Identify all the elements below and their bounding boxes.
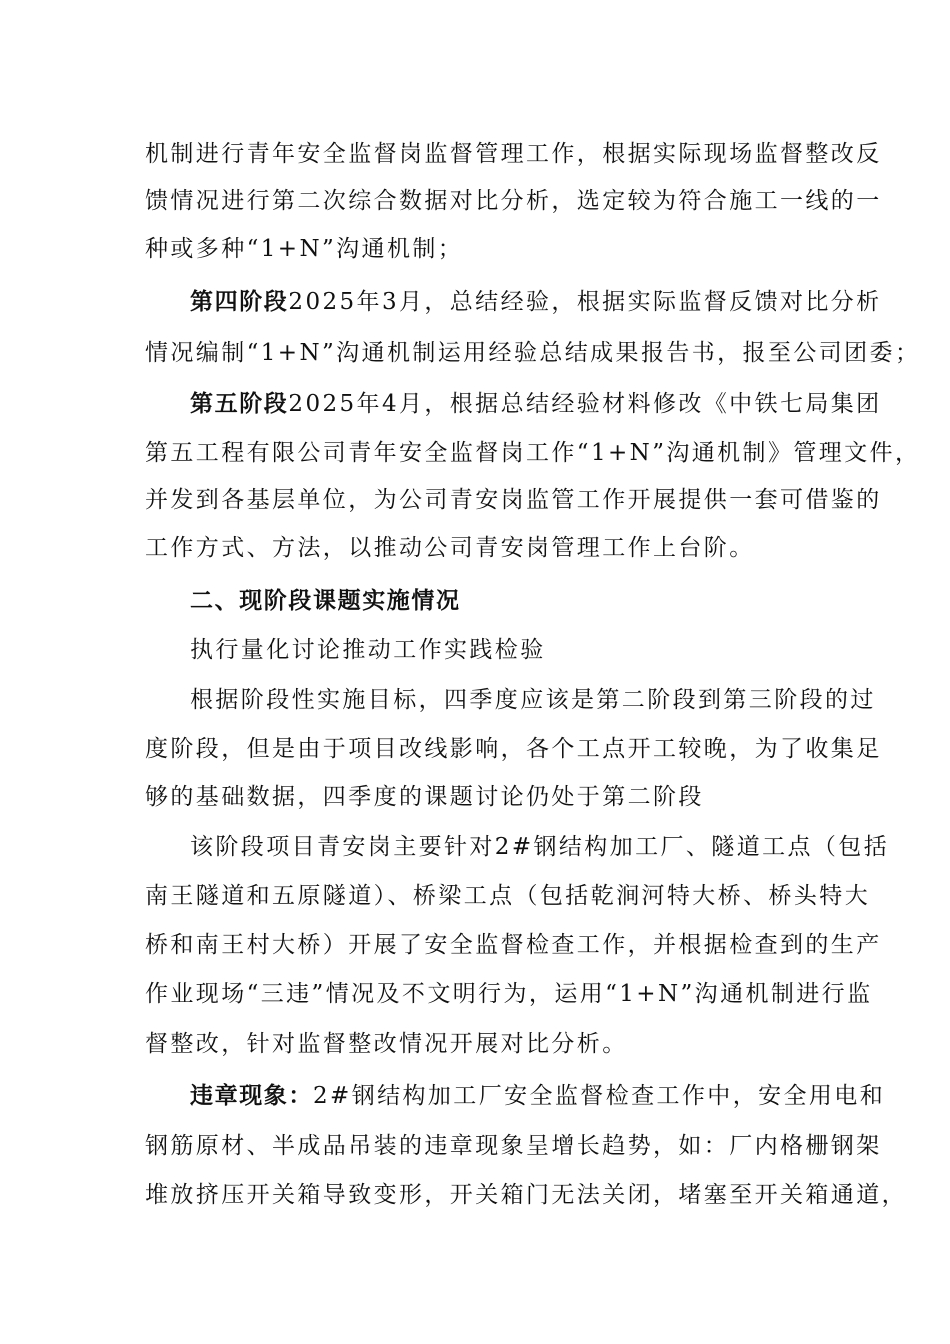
violation-text: 2#钢结构加工厂安全监督检查工作中，安全用电和 bbox=[313, 1083, 886, 1109]
stage-five-paragraph bbox=[190, 389, 882, 419]
violation-label: 违章现象： bbox=[190, 1083, 313, 1109]
paragraph-line: 钢筋原材、半成品吊装的违章现象呈增长趋势，如：厂内格栅钢架 bbox=[145, 1133, 882, 1159]
paragraph-line: 工作方式、方法，以推动公司青安岗管理工作上台阶。 bbox=[145, 535, 755, 561]
stage-five-text: 2025年4月，根据总结经验材料修改《中铁七局集团 bbox=[288, 391, 882, 417]
violation-paragraph bbox=[190, 1081, 885, 1111]
stage-four-text: 2025年3月，总结经验，根据实际监督反馈对比分析 bbox=[288, 289, 882, 315]
paragraph-line: 第五工程有限公司青年安全监督岗工作“1+N”沟通机制》管理文件， bbox=[145, 440, 921, 466]
paragraph-line: 南王隧道和五原隧道）、桥梁工点（包括乾涧河特大桥、桥头特大 bbox=[145, 883, 871, 909]
paragraph-line: 度阶段，但是由于项目改线影响，各个工点开工较晚，为了收集足 bbox=[145, 736, 882, 762]
paragraph-line: 够的基础数据，四季度的课题讨论仍处于第二阶段 bbox=[145, 784, 704, 810]
stage-five-label: 第五阶段 bbox=[190, 391, 289, 417]
paragraph-line: 种或多种“1+N”沟通机制； bbox=[145, 236, 464, 262]
paragraph-line: 机制进行青年安全监督岗监督管理工作，根据实际现场监督整改反 bbox=[145, 141, 882, 167]
stage-four-label: 第四阶段 bbox=[190, 289, 289, 315]
stage-four-paragraph bbox=[190, 287, 882, 317]
paragraph-line: 根据阶段性实施目标，四季度应该是第二阶段到第三阶段的过 bbox=[190, 687, 876, 713]
paragraph-line: 作业现场“三违”情况及不文明行为，运用“1+N”沟通机制进行监 bbox=[145, 981, 873, 1007]
paragraph-line: 情况编制“1+N”沟通机制运用经验总结成果报告书，报至公司团委； bbox=[145, 340, 921, 366]
paragraph-line: 该阶段项目青安岗主要针对2#钢结构加工厂、隧道工点（包括 bbox=[190, 834, 890, 860]
paragraph-line: 桥和南王村大桥）开展了安全监督检查工作，并根据检查到的生产 bbox=[145, 932, 882, 958]
paragraph-line: 堆放挤压开关箱导致变形，开关箱门无法关闭，堵塞至开关箱通道， bbox=[145, 1182, 907, 1208]
paragraph-line: 馈情况进行第二次综合数据对比分析，选定较为符合施工一线的一 bbox=[145, 188, 882, 214]
subheading-line: 执行量化讨论推动工作实践检验 bbox=[190, 637, 546, 663]
paragraph-line: 并发到各基层单位，为公司青安岗监管工作开展提供一套可借鉴的 bbox=[145, 487, 882, 513]
paragraph-line: 督整改，针对监督整改情况开展对比分析。 bbox=[145, 1031, 628, 1057]
section-heading: 二、现阶段课题实施情况 bbox=[190, 588, 461, 614]
